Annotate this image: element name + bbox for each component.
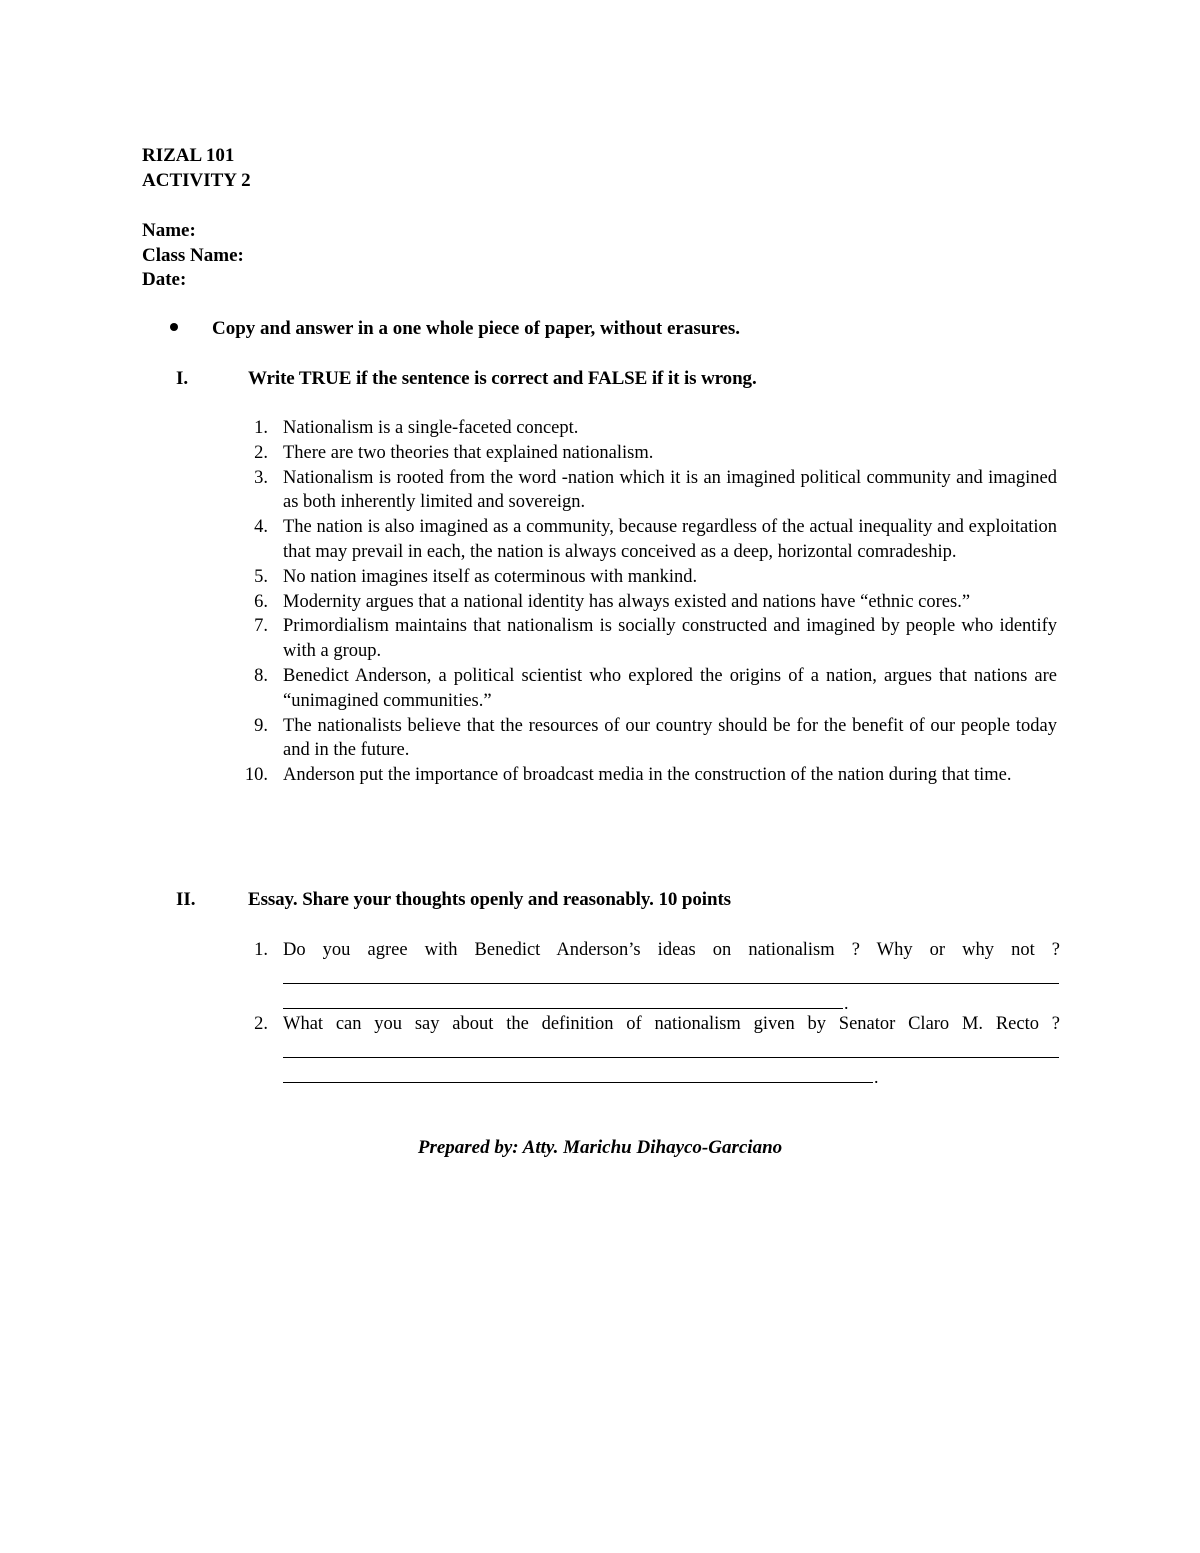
date-label: Date: bbox=[142, 269, 187, 290]
list-item: 9. The nationalists believe that the resources of our country should be for the benefit of our people today and in the future. bbox=[240, 714, 1057, 764]
class-name-label: Class Name: bbox=[142, 245, 244, 266]
answer-line bbox=[283, 983, 1059, 984]
question-text: Nationalism is a single-faceted concept. bbox=[283, 418, 579, 438]
question-text: Nationalism is rooted from the word -nation which it is an imagined political community and imagined as both inherently limited and sovereign. bbox=[283, 467, 1057, 513]
essay-question-1: 1. Do you agree with Benedict Anderson’s ideas on nationalism ? Why or why not ? bbox=[240, 938, 1060, 963]
question-text: Anderson put the importance of broadcast media in the construction of the nation during that time. bbox=[283, 765, 1012, 786]
list-item: 3. Nationalism is rooted from the word -nation which it is an imagined political community and imagined as both inherently limited and sovereign. bbox=[240, 466, 1057, 516]
course-title: RIZAL 101 bbox=[142, 145, 235, 166]
section-2-title: Essay. Share your thoughts openly and reasonably. 10 points bbox=[248, 889, 731, 910]
list-item: 2. There are two theories that explained nationalism. bbox=[240, 441, 1057, 466]
true-false-list bbox=[240, 416, 1057, 788]
list-item: 10. Anderson put the importance of broadcast media in the construction of the nation during that time. bbox=[240, 763, 1057, 788]
section-1-number: I. bbox=[176, 368, 189, 389]
question-text: The nationalists believe that the resources of our country should be for the benefit of our people today and in the future. bbox=[283, 715, 1057, 761]
essay-question-2: 2. What can you say about the definition of nationalism given by Senator Claro M. Recto ? bbox=[240, 1012, 1060, 1037]
question-text: No nation imagines itself as coterminous with mankind. bbox=[283, 566, 698, 587]
question-text: Benedict Anderson, a political scientist who explored the origins of a nation, argues that nations are “unimagined communities.” bbox=[283, 665, 1057, 711]
instruction-bullet bbox=[170, 316, 740, 341]
answer-line bbox=[283, 1082, 873, 1083]
list-item: 4. The nation is also imagined as a community, because regardless of the actual inequality and exploitation that may prevail in each, the nation is always conceived as a deep, horizontal comradeship. bbox=[240, 515, 1057, 565]
question-text: The nation is also imagined as a community, because regardless of the actual inequality and exploitation that may prevail in each, the nation is always conceived as a deep, horizontal comradeship. bbox=[283, 517, 1057, 562]
line-end-dot: . bbox=[844, 993, 849, 1013]
section-1-title: Write TRUE if the sentence is correct and FALSE if it is wrong. bbox=[248, 368, 757, 389]
list-item: 8. Benedict Anderson, a political scientist who explored the origins of a nation, argues that nations are “unimagined communities.” bbox=[240, 664, 1057, 714]
question-text: Modernity argues that a national identity has always existed and nations have “ethnic cores.” bbox=[283, 591, 971, 612]
question-text: There are two theories that explained nationalism. bbox=[283, 442, 654, 463]
list-item: 1. Nationalism is a single-faceted concept. bbox=[240, 416, 1057, 441]
essay-question-text: What can you say about the definition of nationalism given by Senator Claro M. Recto ? bbox=[283, 1014, 1060, 1034]
essay-question-text: Do you agree with Benedict Anderson’s ideas on nationalism ? Why or why not ? bbox=[283, 940, 1060, 960]
bullet-icon bbox=[170, 323, 178, 331]
activity-title: ACTIVITY 2 bbox=[142, 170, 251, 191]
answer-line bbox=[283, 1057, 1059, 1058]
list-item: 6. Modernity argues that a national identity has always existed and nations have “ethnic cores.” bbox=[240, 590, 1057, 615]
section-2-number: II. bbox=[176, 889, 196, 910]
prepared-by: Prepared by: Atty. Marichu Dihayco-Garciano bbox=[417, 1137, 783, 1158]
name-label: Name: bbox=[142, 220, 196, 241]
answer-line bbox=[283, 1008, 843, 1009]
instruction-text: Copy and answer in a one whole piece of paper, without erasures. bbox=[212, 318, 740, 339]
line-end-dot: . bbox=[874, 1067, 879, 1087]
list-item: 7. Primordialism maintains that nationalism is socially constructed and imagined by people who identify with a group. bbox=[240, 614, 1057, 664]
list-item: 5. No nation imagines itself as coterminous with mankind. bbox=[240, 565, 1057, 590]
question-text: Primordialism maintains that nationalism is socially constructed and imagined by people who identify with a group. bbox=[283, 616, 1057, 662]
